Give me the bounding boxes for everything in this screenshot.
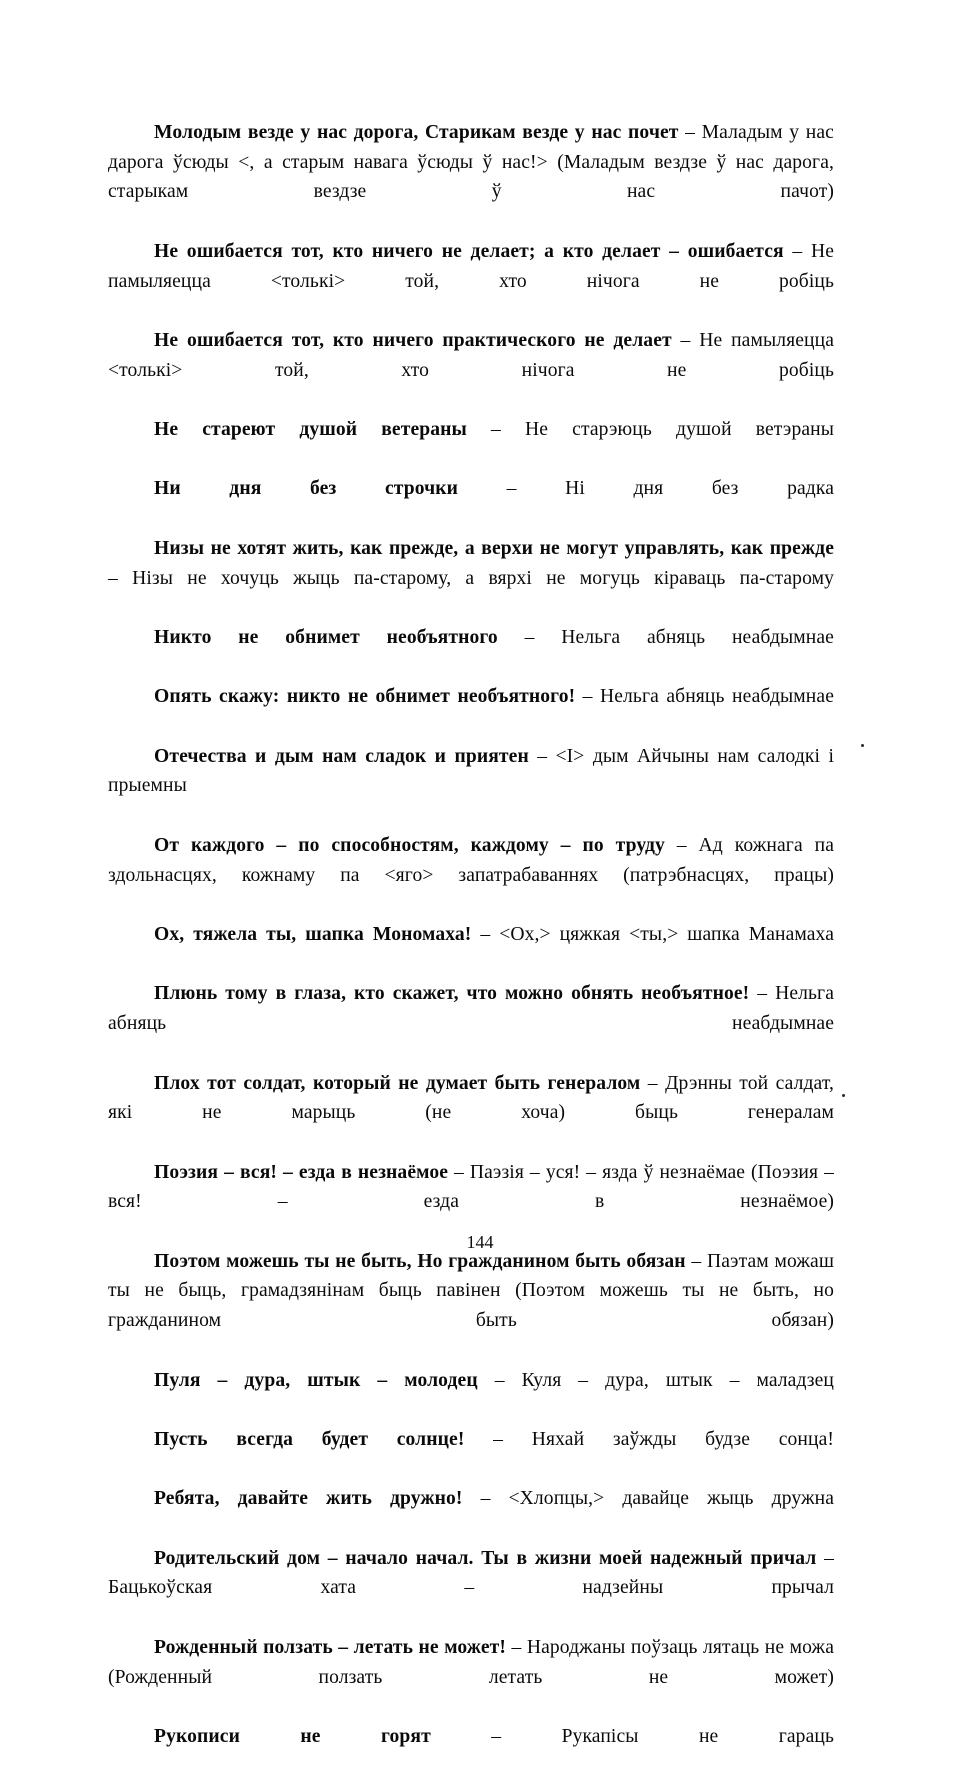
entry-headword: Ох, тяжела ты, шапка Мономаха! — [154, 923, 472, 945]
dictionary-entry — [108, 920, 834, 979]
entry-headword: Отечества и дым нам сладок и приятен — [154, 745, 529, 767]
dictionary-entry — [108, 1633, 834, 1722]
dictionary-entry — [108, 1247, 834, 1366]
entry-headword: Не ошибается тот, кто ничего практического не делает — [154, 329, 672, 351]
entry-headword: Ни дня без строчки — [154, 478, 459, 500]
dictionary-entry — [108, 415, 834, 474]
entry-headword: Родительский дом – начало начал. Ты в жизни моей надежный причал — [154, 1547, 817, 1569]
entry-headword: Опять скажу: никто не обнимет необъятного! — [154, 686, 576, 708]
dictionary-entry — [108, 623, 834, 682]
entry-translation: – Рукапісы не гараць — [430, 1725, 834, 1747]
page-number: 144 — [466, 1232, 494, 1252]
entry-translation: – Нельга абняць неабдымнае — [575, 686, 834, 708]
dictionary-entry — [108, 1366, 834, 1425]
entry-headword: Пуля – дура, штык – молодец — [154, 1369, 478, 1391]
entry-translation: – Бацькоўская хата – надзейны прычал — [108, 1547, 834, 1599]
entry-list — [108, 118, 834, 1781]
entry-headword: Ребята, давайте жить дружно! — [154, 1488, 463, 1510]
entry-translation: – Не памыляецца <толькі> той, хто нічога не робіць — [108, 240, 834, 292]
scan-speck — [842, 1094, 845, 1097]
entry-headword: Пусть всегда будет солнце! — [154, 1428, 465, 1450]
dictionary-entry — [108, 1484, 834, 1543]
scan-speck — [861, 744, 864, 747]
entry-translation: – Ад кожнага па здольнасцях, кожнаму па <яго> запатрабаваннях (патрэбнасцях, працы) — [108, 834, 835, 886]
dictionary-entry — [108, 534, 834, 623]
entry-headword: Поэтом можешь ты не быть, Но гражданином быть обязан — [154, 1250, 686, 1272]
dictionary-entry — [108, 742, 834, 831]
entry-headword: Рожденный ползать – летать не может! — [154, 1636, 506, 1658]
entry-headword: Поэзия – вся! – езда в незнаёмое — [154, 1161, 449, 1183]
entry-headword: Рукописи не горят — [154, 1725, 431, 1747]
entry-translation: – Нельга абняць неабдымнае — [497, 626, 834, 648]
dictionary-entry — [108, 474, 834, 533]
entry-translation: – Нельга абняць неабдымнае — [108, 983, 834, 1035]
dictionary-entry — [108, 326, 834, 415]
entry-headword: Молодым везде у нас дорога, Старикам везде у нас почет — [154, 122, 679, 143]
entry-headword: Не ошибается тот, кто ничего не делает; а кто делает – ошибается — [154, 240, 784, 262]
entry-translation: – Паэтам можаш ты не быць, грамадзянінам быць павінен (Поэтом можешь ты не быть, но гражданином быть обязан) — [108, 1250, 835, 1332]
entry-headword: От каждого – по способностям, каждому – по труду — [154, 834, 665, 856]
dictionary-entry — [108, 1425, 834, 1484]
dictionary-entry — [108, 1069, 834, 1158]
entry-translation: – Не памыляецца <толькі> той, хто нічога не робіць — [108, 329, 834, 381]
entry-translation: – Паэзія – уся! – язда ў незнаёмае (Поэзия – вся! – езда в незнаёмое) — [108, 1161, 834, 1213]
entry-headword: Не стареют душой ветераны — [154, 419, 467, 441]
entry-translation: – Народжаны поўзаць лятаць не можа (Рожденный ползать летать не может) — [108, 1636, 834, 1688]
entry-translation: – Не старэюць душой ветэраны — [466, 419, 834, 441]
entry-translation: – <І> дым Айчыны нам салодкі і прыемны — [108, 745, 834, 797]
entry-translation: – <Ох,> цяжкая <ты,> шапка Манамаха — [471, 923, 834, 945]
entry-headword: Плюнь тому в глаза, кто скажет, что можно обнять необъятное! — [154, 983, 750, 1005]
dictionary-entry — [108, 979, 834, 1068]
entry-headword: Низы не хотят жить, как прежде, а верхи не могут управлять, как прежде — [154, 537, 834, 559]
entry-translation: – Куля – дура, штык – маладзец — [477, 1369, 834, 1391]
dictionary-entry — [108, 831, 834, 920]
entry-translation: – Нізы не хочуць жыць па-старому, а вярхі не могуць кіраваць па-старому — [108, 567, 834, 589]
entry-translation: – Ні дня без радка — [458, 478, 834, 500]
entry-translation: – Дрэнны той салдат, які не марыць (не хоча) быць генералам — [108, 1072, 835, 1124]
entry-translation: – Няхай заўжды будзе сонца! — [464, 1428, 834, 1450]
dictionary-entry — [108, 1544, 834, 1633]
entry-translation: – Маладым у нас дарога ўсюды <, а старым навага ўсюды ў нас!> (Маладым вездзе ў нас дарога, старыкам вездзе ў нас пачот) — [108, 122, 834, 203]
dictionary-entry — [108, 118, 834, 237]
entry-headword: Плох тот солдат, который не думает быть генералом — [154, 1072, 641, 1094]
entry-translation: – <Хлопцы,> давайце жыць дружна — [462, 1488, 834, 1510]
dictionary-entry — [108, 237, 834, 326]
dictionary-entry — [108, 1722, 834, 1781]
entry-headword: Никто не обнимет необъятного — [154, 626, 498, 648]
dictionary-entry — [108, 682, 834, 741]
